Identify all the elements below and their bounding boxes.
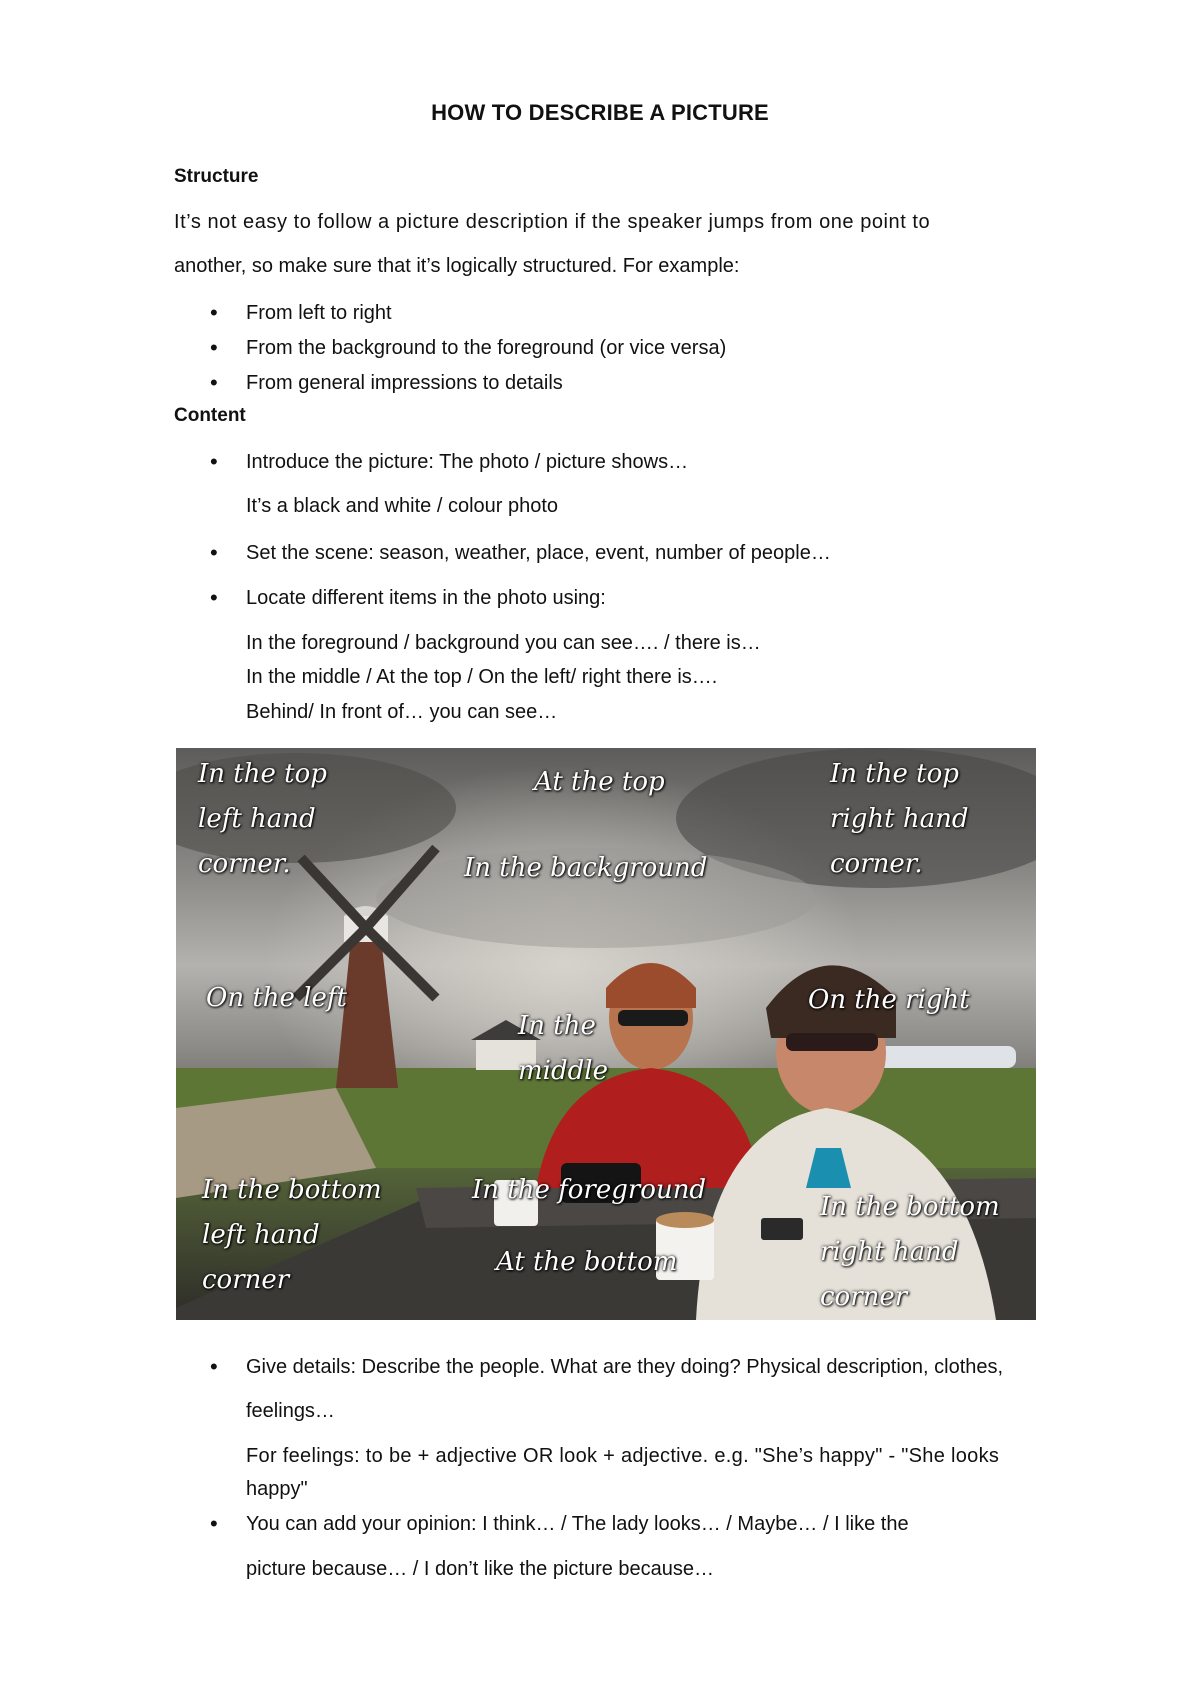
- content-item-locate-sub: In the foreground / background you can see…. / there is…: [246, 632, 761, 654]
- structure-heading: Structure: [174, 166, 259, 187]
- page-title: HOW TO DESCRIBE A PICTURE: [431, 100, 769, 125]
- photo-label-bottom-left: In the bottom left hand corner: [202, 1175, 382, 1295]
- bullet-icon: •: [210, 585, 218, 610]
- details-item-describe-cont: feelings…: [246, 1400, 335, 1422]
- content-item-introduce: Introduce the picture: The photo / picture shows…: [246, 451, 689, 473]
- details-item-opinion: You can add your opinion: I think… / The lady looks… / Maybe… / I like the: [246, 1513, 909, 1535]
- content-item-locate-sub: Behind/ In front of… you can see…: [246, 701, 558, 723]
- photo-label-bottom-right: In the bottom right hand corner: [820, 1192, 1000, 1312]
- bullet-icon: •: [210, 1354, 218, 1379]
- bullet-icon: •: [210, 540, 218, 565]
- bullet-icon: •: [210, 335, 218, 360]
- photo-label-middle: In the middle: [518, 1011, 608, 1086]
- structure-item: From left to right: [246, 302, 392, 324]
- photo-label-top-left: In the top left hand corner.: [198, 759, 327, 879]
- bullet-icon: •: [210, 370, 218, 395]
- bullet-icon: •: [210, 300, 218, 325]
- photo-label-right: On the right: [808, 985, 970, 1015]
- photo-label-left: On the left: [206, 983, 347, 1013]
- details-feelings: For feelings: to be + adjective OR look + adjective. e.g. "She’s happy" - "She looks: [246, 1445, 1000, 1467]
- structure-intro-line2: another, so make sure that it’s logically structured. For example:: [174, 255, 740, 277]
- details-feelings-cont: happy": [246, 1478, 308, 1500]
- content-item-introduce-sub: It’s a black and white / colour photo: [246, 495, 559, 517]
- bullet-icon: •: [210, 1511, 218, 1536]
- structure-item: From the background to the foreground (or vice versa): [246, 337, 727, 359]
- content-item-locate: Locate different items in the photo using:: [246, 587, 606, 609]
- structure-item: From general impressions to details: [246, 372, 563, 394]
- content-item-locate-sub: In the middle / At the top / On the left/ right there is….: [246, 666, 718, 688]
- structure-intro-line1: It’s not easy to follow a picture description if the speaker jumps from one point to: [174, 211, 931, 233]
- photo-label-bottom: At the bottom: [496, 1247, 678, 1277]
- content-item-scene: Set the scene: season, weather, place, event, number of people…: [246, 542, 831, 564]
- details-item-describe: Give details: Describe the people. What are they doing? Physical description, clothes,: [246, 1356, 1004, 1378]
- example-photo: [176, 748, 1036, 1320]
- photo-label-background: In the background: [464, 853, 708, 883]
- details-item-opinion-cont: picture because… / I don’t like the picture because…: [246, 1558, 715, 1580]
- photo-label-foreground: In the foreground: [472, 1175, 707, 1205]
- photo-label-top: At the top: [534, 767, 665, 797]
- content-heading: Content: [174, 405, 246, 426]
- photo-label-top-right: In the top right hand corner.: [830, 759, 969, 879]
- bullet-icon: •: [210, 449, 218, 474]
